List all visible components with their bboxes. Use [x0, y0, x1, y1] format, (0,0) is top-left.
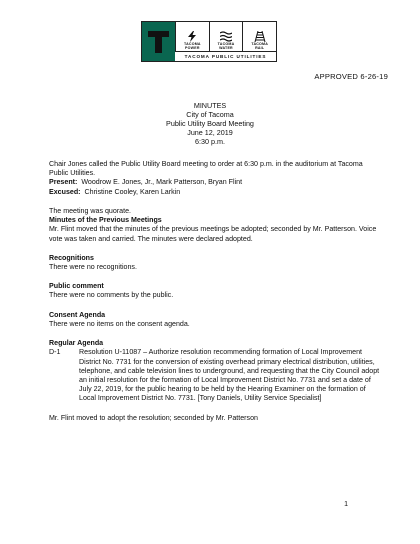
logo-division-label: TACOMA WATER: [217, 42, 235, 51]
logo-division-label: TACOMA POWER: [183, 42, 201, 51]
tacoma-public-utilities-logo: [141, 21, 277, 62]
minutes-header: [0, 101, 420, 146]
t-logo-mark-icon: [142, 22, 175, 61]
present-label: Present:: [49, 178, 78, 187]
logo-division-label: TACOMA RAIL: [251, 42, 269, 51]
excused-line: [49, 188, 380, 197]
excused-label: Excused:: [49, 187, 81, 196]
logo-footer-text: TACOMA PUBLIC UTILITIES: [175, 51, 276, 61]
organization-name: City of Tacoma: [186, 110, 234, 119]
section-consent-agenda: [49, 311, 380, 329]
section-body: Mr. Flint moved that the minutes of the previous meetings be adopted; seconded by Mr. Patterson. Voice vote was taken and carried. The minutes were declared adopted.: [49, 225, 377, 243]
section-public-comment: [49, 282, 380, 300]
section-body: There were no items on the consent agenda.: [49, 319, 190, 328]
attendance-block: [49, 178, 380, 196]
water-waves-icon: [220, 31, 232, 42]
lightning-bolt-icon: [187, 31, 197, 42]
present-names: Woodrow E. Jones, Jr., Mark Patterson, Bryan Flint: [81, 178, 243, 187]
meeting-time: 6:30 p.m.: [195, 137, 225, 146]
excused-names: Christine Cooley, Karen Larkin: [84, 187, 181, 196]
agenda-item-d1: [49, 348, 380, 403]
section-recognitions: [49, 254, 380, 272]
present-line: [49, 178, 380, 187]
approved-stamp: APPROVED 6-26-19: [314, 72, 388, 81]
section-heading: Recognitions: [49, 253, 94, 262]
section-heading: Minutes of the Previous Meetings: [49, 216, 162, 225]
rail-track-icon: [254, 31, 266, 42]
quorum-statement: The meeting was quorate.: [49, 206, 132, 215]
logo-divisions: [175, 22, 276, 52]
regular-agenda-heading: Regular Agenda: [49, 339, 104, 348]
intro-paragraph: Chair Jones called the Public Utility Board meeting to order at 6:30 p.m. in the auditorium at Tacoma Public Utilities.: [49, 160, 363, 178]
section-heading: Public comment: [49, 282, 104, 291]
motion-statement: Mr. Flint moved to adopt the resolution; seconded by Mr. Patterson: [49, 413, 258, 422]
minutes-body: [49, 160, 380, 423]
page-number: 1: [344, 501, 348, 508]
section-heading: Consent Agenda: [49, 310, 106, 319]
meeting-date: June 12, 2019: [187, 128, 233, 137]
logo-division-water: [209, 22, 243, 52]
document-title: MINUTES: [193, 101, 227, 110]
agenda-item-text: Resolution U-11087 – Authorize resolution recommending formation of Local Improvement District No. 7731 for the conversion of existing overhead primary electrical distribution, utilities, telephone, and cable television lines to underground, and requesting that the City Council adopt an initial resolution for the formation of Local Improvement District No. 7731 and set a date of July 22, 2019, for the public hearing to be held by the Hearing Examiner on the formation of Local Improvement District No. 7731. [Tony Daniels, Utility Service Specialist]: [79, 348, 380, 403]
section-body: There were no recognitions.: [49, 262, 137, 271]
section-minutes-previous: [49, 216, 380, 244]
logo-division-power: [175, 22, 209, 52]
meeting-name: Public Utility Board Meeting: [166, 119, 254, 128]
section-body: There were no comments by the public.: [49, 291, 174, 300]
logo-division-rail: [242, 22, 276, 52]
agenda-item-number: D-1: [49, 348, 61, 357]
